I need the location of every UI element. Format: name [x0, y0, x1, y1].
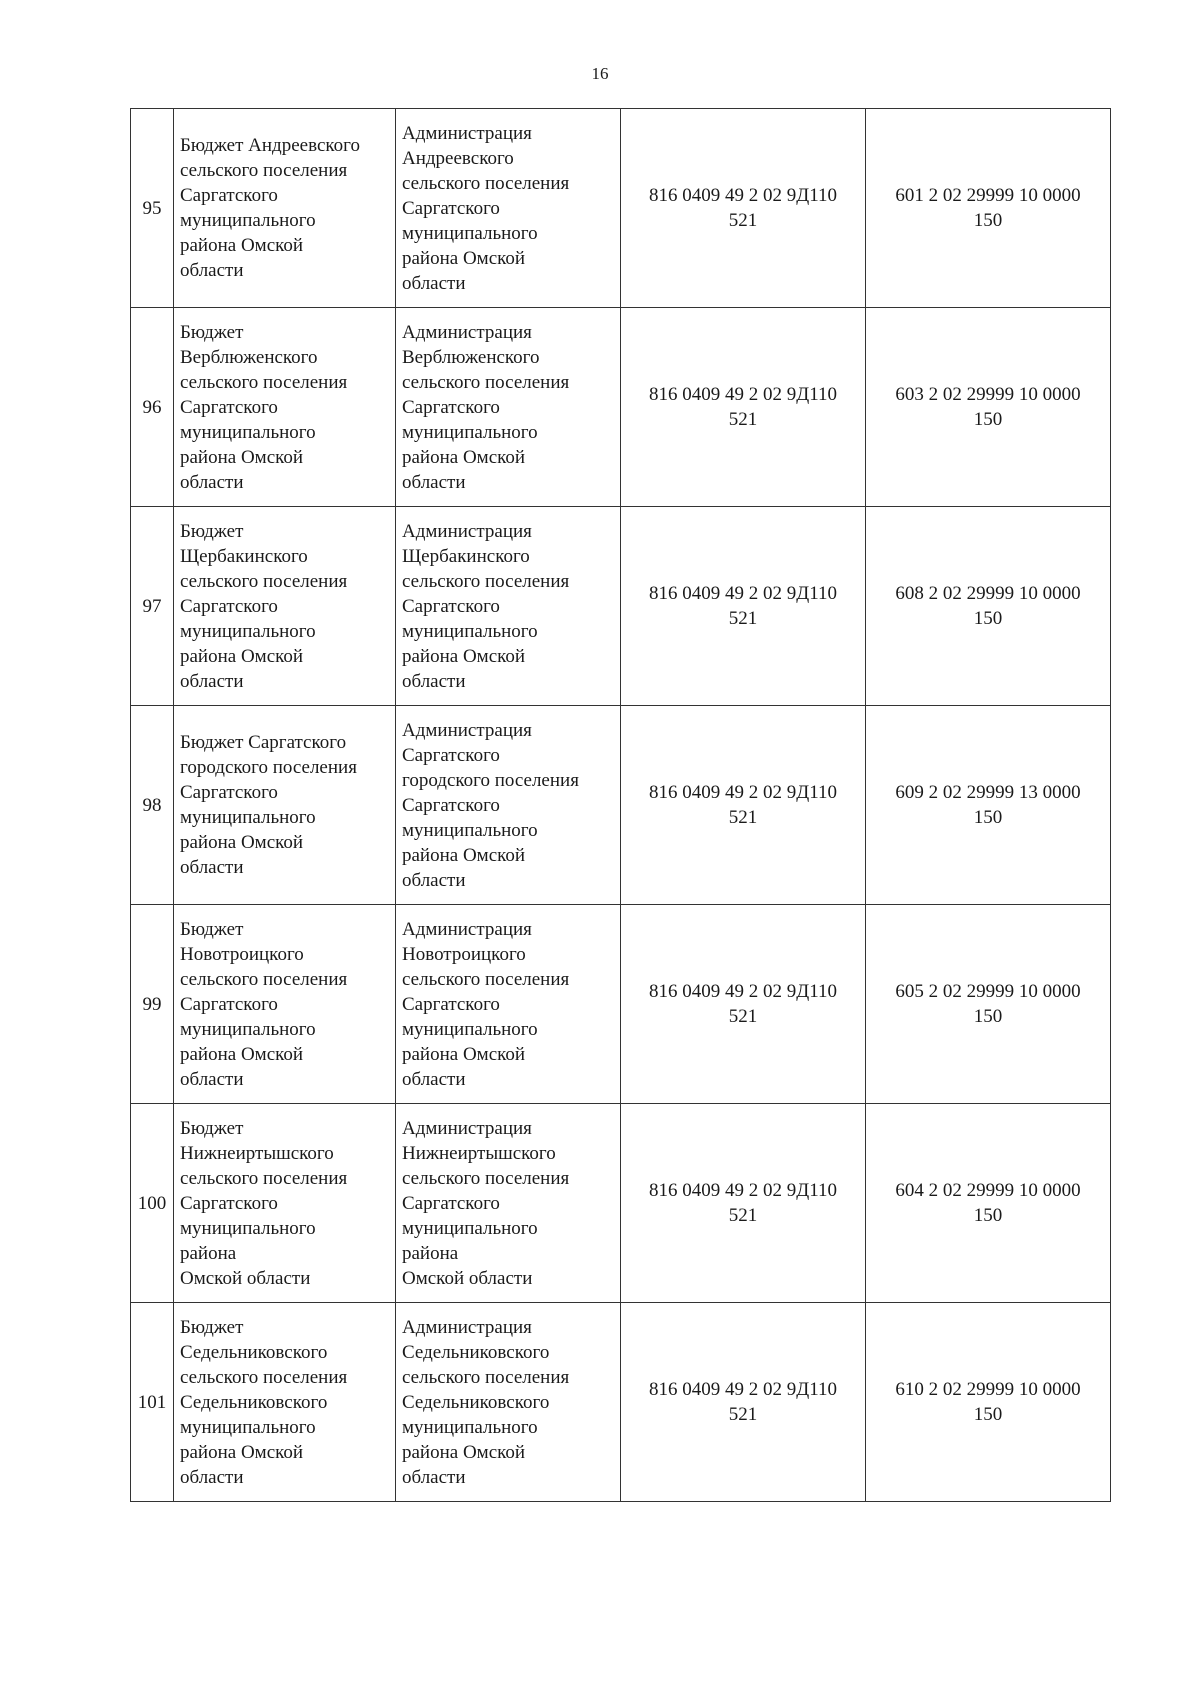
- administrator-cell: Администрация Верблюженского сельского поселения Саргатского муниципального района Омской области: [396, 308, 621, 507]
- budget-table: [130, 108, 1111, 1502]
- administrator-cell: Администрация Седельниковского сельского поселения Седельниковского муниципального района Омской области: [396, 1303, 621, 1502]
- table-row: [131, 109, 1111, 308]
- expense-code-cell: 816 0409 49 2 02 9Д110 521: [621, 1104, 866, 1303]
- row-number: 97: [131, 507, 174, 706]
- table-row: [131, 905, 1111, 1104]
- row-number: 98: [131, 706, 174, 905]
- row-number: 99: [131, 905, 174, 1104]
- page-number: 16: [591, 64, 609, 83]
- administrator-cell: Администрация Саргатского городского поселения Саргатского муниципального района Омской области: [396, 706, 621, 905]
- budget-recipient-cell: Бюджет Щербакинского сельского поселения Саргатского муниципального района Омской области: [174, 507, 396, 706]
- budget-recipient-cell: Бюджет Андреевского сельского поселения Саргатского муниципального района Омской области: [174, 109, 396, 308]
- expense-code-cell: 816 0409 49 2 02 9Д110 521: [621, 1303, 866, 1502]
- expense-code-cell: 816 0409 49 2 02 9Д110 521: [621, 905, 866, 1104]
- table-row: [131, 507, 1111, 706]
- budget-recipient-cell: Бюджет Седельниковского сельского поселения Седельниковского муниципального района Омской области: [174, 1303, 396, 1502]
- table-row: [131, 1104, 1111, 1303]
- budget-recipient-cell: Бюджет Нижнеиртышского сельского поселения Саргатского муниципального района Омской области: [174, 1104, 396, 1303]
- income-code-cell: 609 2 02 29999 13 0000 150: [866, 706, 1111, 905]
- expense-code-cell: 816 0409 49 2 02 9Д110 521: [621, 308, 866, 507]
- administrator-cell: Администрация Нижнеиртышского сельского поселения Саргатского муниципального района Омской области: [396, 1104, 621, 1303]
- table-row: [131, 308, 1111, 507]
- income-code-cell: 608 2 02 29999 10 0000 150: [866, 507, 1111, 706]
- table-row: [131, 706, 1111, 905]
- row-number: 96: [131, 308, 174, 507]
- income-code-cell: 610 2 02 29999 10 0000 150: [866, 1303, 1111, 1502]
- income-code-cell: 601 2 02 29999 10 0000 150: [866, 109, 1111, 308]
- administrator-cell: Администрация Щербакинского сельского поселения Саргатского муниципального района Омской области: [396, 507, 621, 706]
- row-number: 95: [131, 109, 174, 308]
- expense-code-cell: 816 0409 49 2 02 9Д110 521: [621, 507, 866, 706]
- administrator-cell: Администрация Новотроицкого сельского поселения Саргатского муниципального района Омской области: [396, 905, 621, 1104]
- table-row: [131, 1303, 1111, 1502]
- budget-recipient-cell: Бюджет Саргатского городского поселения Саргатского муниципального района Омской области: [174, 706, 396, 905]
- income-code-cell: 603 2 02 29999 10 0000 150: [866, 308, 1111, 507]
- budget-recipient-cell: Бюджет Новотроицкого сельского поселения Саргатского муниципального района Омской области: [174, 905, 396, 1104]
- expense-code-cell: 816 0409 49 2 02 9Д110 521: [621, 706, 866, 905]
- income-code-cell: 604 2 02 29999 10 0000 150: [866, 1104, 1111, 1303]
- budget-recipient-cell: Бюджет Верблюженского сельского поселения Саргатского муниципального района Омской области: [174, 308, 396, 507]
- administrator-cell: Администрация Андреевского сельского поселения Саргатского муниципального района Омской области: [396, 109, 621, 308]
- row-number: 101: [131, 1303, 174, 1502]
- expense-code-cell: 816 0409 49 2 02 9Д110 521: [621, 109, 866, 308]
- income-code-cell: 605 2 02 29999 10 0000 150: [866, 905, 1111, 1104]
- row-number: 100: [131, 1104, 174, 1303]
